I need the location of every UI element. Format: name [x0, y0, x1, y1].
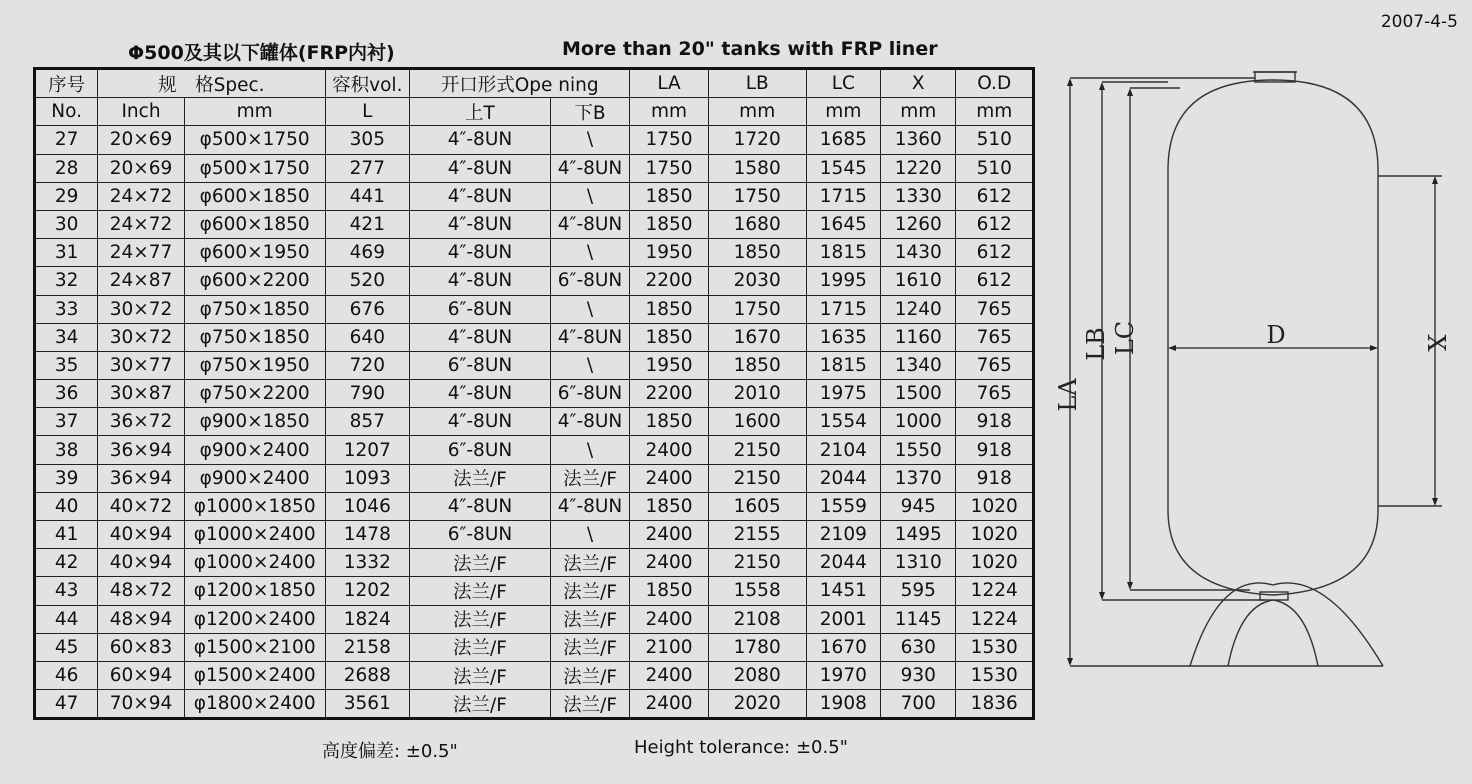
- cell-volume: 1332: [325, 549, 410, 577]
- cell-top-opening: 4″-8UN: [410, 380, 551, 408]
- cell-inch: 36×94: [98, 464, 185, 492]
- cell-x: 700: [881, 690, 956, 719]
- cell-volume: 1046: [325, 492, 410, 520]
- header-row-1: [35, 69, 1034, 98]
- cell-lb: 1720: [708, 126, 806, 154]
- cell-row-no: 44: [35, 605, 98, 633]
- cell-lb: 1850: [708, 351, 806, 379]
- cell-la: 1750: [630, 126, 708, 154]
- cell-volume: 305: [325, 126, 410, 154]
- cell-x: 1500: [881, 380, 956, 408]
- cell-volume: 857: [325, 408, 410, 436]
- cell-inch: 70×94: [98, 690, 185, 719]
- table-row: [35, 210, 1034, 238]
- cell-inch: 60×94: [98, 661, 185, 689]
- cell-inch: 60×83: [98, 633, 185, 661]
- cell-inch: 30×72: [98, 295, 185, 323]
- document-date: 2007-4-5: [1380, 12, 1458, 32]
- cell-volume: 790: [325, 380, 410, 408]
- table-row: [35, 464, 1034, 492]
- cell-volume: 1478: [325, 521, 410, 549]
- cell-lb: 1750: [708, 295, 806, 323]
- cell-lb: 2108: [708, 605, 806, 633]
- cell-volume: 1207: [325, 436, 410, 464]
- cell-row-no: 42: [35, 549, 98, 577]
- cell-lc: 1908: [806, 690, 880, 719]
- cell-bottom-opening: \: [550, 239, 630, 267]
- cell-top-opening: 6″-8UN: [410, 295, 551, 323]
- cell-bottom-opening: 6″-8UN: [550, 380, 630, 408]
- cell-bottom-opening: 4″-8UN: [550, 492, 630, 520]
- header-volume: 容积vol.: [325, 69, 410, 98]
- cell-bottom-opening: 6″-8UN: [550, 267, 630, 295]
- cell-lb: 2020: [708, 690, 806, 719]
- cell-od: 765: [956, 380, 1034, 408]
- cell-la: 2400: [630, 690, 708, 719]
- cell-mm-spec: φ1200×2400: [184, 605, 325, 633]
- cell-mm-spec: φ1800×2400: [184, 690, 325, 719]
- cell-lc: 1635: [806, 323, 880, 351]
- table-row: [35, 549, 1034, 577]
- cell-bottom-opening: 4″-8UN: [550, 408, 630, 436]
- cell-inch: 24×77: [98, 239, 185, 267]
- header-inch: Inch: [98, 98, 185, 126]
- cell-la: 2400: [630, 605, 708, 633]
- cell-lc: 1715: [806, 182, 880, 210]
- cell-mm-spec: φ1000×2400: [184, 549, 325, 577]
- cell-x: 1240: [881, 295, 956, 323]
- cell-lb: 2155: [708, 521, 806, 549]
- table-row: [35, 267, 1034, 295]
- cell-inch: 40×72: [98, 492, 185, 520]
- cell-x: 1330: [881, 182, 956, 210]
- cell-lb: 1580: [708, 154, 806, 182]
- cell-od: 765: [956, 295, 1034, 323]
- cell-mm-spec: φ500×1750: [184, 154, 325, 182]
- cell-la: 1950: [630, 239, 708, 267]
- cell-mm-spec: φ750×1950: [184, 351, 325, 379]
- cell-la: 1750: [630, 154, 708, 182]
- header-lc-unit: mm: [806, 98, 880, 126]
- cell-x: 595: [881, 577, 956, 605]
- cell-mm-spec: φ1500×2100: [184, 633, 325, 661]
- cell-lb: 1605: [708, 492, 806, 520]
- cell-inch: 36×94: [98, 436, 185, 464]
- cell-lb: 1558: [708, 577, 806, 605]
- cell-volume: 421: [325, 210, 410, 238]
- cell-la: 2200: [630, 267, 708, 295]
- cell-od: 612: [956, 182, 1034, 210]
- cell-mm-spec: φ1000×1850: [184, 492, 325, 520]
- header-lb: LB: [708, 69, 806, 98]
- cell-volume: 640: [325, 323, 410, 351]
- cell-mm-spec: φ1500×2400: [184, 661, 325, 689]
- header-od-unit: mm: [956, 98, 1034, 126]
- cell-lb: 1680: [708, 210, 806, 238]
- cell-lb: 1850: [708, 239, 806, 267]
- cell-volume: 676: [325, 295, 410, 323]
- cell-x: 1000: [881, 408, 956, 436]
- cell-od: 765: [956, 351, 1034, 379]
- header-x: X: [881, 69, 956, 98]
- cell-lb: 2030: [708, 267, 806, 295]
- cell-top-opening: 法兰/F: [410, 577, 551, 605]
- spec-table: [33, 67, 1035, 720]
- cell-la: 2100: [630, 633, 708, 661]
- cell-bottom-opening: 4″-8UN: [550, 210, 630, 238]
- cell-row-no: 27: [35, 126, 98, 154]
- cell-row-no: 30: [35, 210, 98, 238]
- header-lc: LC: [806, 69, 880, 98]
- cell-x: 1340: [881, 351, 956, 379]
- cell-mm-spec: φ900×1850: [184, 408, 325, 436]
- cell-top-opening: 法兰/F: [410, 690, 551, 719]
- cell-lc: 1554: [806, 408, 880, 436]
- cell-volume: 1824: [325, 605, 410, 633]
- cell-lc: 1715: [806, 295, 880, 323]
- cell-top-opening: 4″-8UN: [410, 492, 551, 520]
- cell-row-no: 47: [35, 690, 98, 719]
- base-stand: [1190, 583, 1383, 666]
- cell-x: 1220: [881, 154, 956, 182]
- cell-bottom-opening: 4″-8UN: [550, 154, 630, 182]
- table-row: [35, 323, 1034, 351]
- height-tolerance-en: Height tolerance: ±0.5": [634, 737, 848, 758]
- cell-od: 765: [956, 323, 1034, 351]
- cell-mm-spec: φ600×1850: [184, 182, 325, 210]
- cell-x: 930: [881, 661, 956, 689]
- cell-lc: 1559: [806, 492, 880, 520]
- cell-row-no: 34: [35, 323, 98, 351]
- cell-bottom-opening: 法兰/F: [550, 464, 630, 492]
- cell-bottom-opening: 法兰/F: [550, 661, 630, 689]
- cell-row-no: 37: [35, 408, 98, 436]
- table-row: [35, 126, 1034, 154]
- table-row: [35, 661, 1034, 689]
- cell-x: 1430: [881, 239, 956, 267]
- header-opening: 开口形式Ope ning: [410, 69, 630, 98]
- cell-top-opening: 6″-8UN: [410, 521, 551, 549]
- header-od: O.D: [956, 69, 1034, 98]
- cell-top-opening: 4″-8UN: [410, 239, 551, 267]
- header-la: LA: [630, 69, 708, 98]
- label-la: LA: [1054, 378, 1082, 412]
- cell-od: 1224: [956, 577, 1034, 605]
- table-row: [35, 182, 1034, 210]
- table-row: [35, 295, 1034, 323]
- cell-inch: 30×77: [98, 351, 185, 379]
- cell-mm-spec: φ1200×1850: [184, 577, 325, 605]
- cell-lb: 2150: [708, 464, 806, 492]
- cell-mm-spec: φ600×2200: [184, 267, 325, 295]
- cell-bottom-opening: 法兰/F: [550, 605, 630, 633]
- cell-x: 1360: [881, 126, 956, 154]
- cell-mm-spec: φ600×1950: [184, 239, 325, 267]
- table-row: [35, 408, 1034, 436]
- cell-row-no: 40: [35, 492, 98, 520]
- cell-row-no: 29: [35, 182, 98, 210]
- cell-top-opening: 法兰/F: [410, 464, 551, 492]
- cell-bottom-opening: 法兰/F: [550, 577, 630, 605]
- table-row: [35, 690, 1034, 719]
- cell-mm-spec: φ750×2200: [184, 380, 325, 408]
- cell-inch: 48×72: [98, 577, 185, 605]
- cell-bottom-opening: 法兰/F: [550, 690, 630, 719]
- table-row: [35, 605, 1034, 633]
- cell-inch: 20×69: [98, 154, 185, 182]
- cell-volume: 520: [325, 267, 410, 295]
- cell-lb: 1600: [708, 408, 806, 436]
- cell-x: 1160: [881, 323, 956, 351]
- cell-top-opening: 4″-8UN: [410, 154, 551, 182]
- cell-lb: 2010: [708, 380, 806, 408]
- cell-od: 612: [956, 210, 1034, 238]
- cell-lb: 1750: [708, 182, 806, 210]
- cell-top-opening: 4″-8UN: [410, 126, 551, 154]
- cell-top-opening: 4″-8UN: [410, 210, 551, 238]
- cell-la: 1850: [630, 323, 708, 351]
- cell-od: 612: [956, 267, 1034, 295]
- header-lb-unit: mm: [708, 98, 806, 126]
- cell-od: 918: [956, 464, 1034, 492]
- table-row: [35, 577, 1034, 605]
- cell-volume: 277: [325, 154, 410, 182]
- cell-row-no: 41: [35, 521, 98, 549]
- cell-lb: 2150: [708, 549, 806, 577]
- cell-lc: 1670: [806, 633, 880, 661]
- header-la-unit: mm: [630, 98, 708, 126]
- cell-row-no: 35: [35, 351, 98, 379]
- cell-x: 1145: [881, 605, 956, 633]
- cell-inch: 40×94: [98, 549, 185, 577]
- cell-top-opening: 4″-8UN: [410, 182, 551, 210]
- table-row: [35, 633, 1034, 661]
- title-english: More than 20" tanks with FRP liner: [562, 38, 938, 60]
- cell-inch: 30×72: [98, 323, 185, 351]
- cell-od: 510: [956, 126, 1034, 154]
- tank-diagram: [1050, 60, 1450, 680]
- cell-mm-spec: φ750×1850: [184, 323, 325, 351]
- cell-inch: 24×72: [98, 210, 185, 238]
- cell-x: 1610: [881, 267, 956, 295]
- cell-lc: 1645: [806, 210, 880, 238]
- cell-lc: 1815: [806, 351, 880, 379]
- cell-top-opening: 法兰/F: [410, 633, 551, 661]
- cell-top-opening: 法兰/F: [410, 549, 551, 577]
- cell-la: 1950: [630, 351, 708, 379]
- cell-x: 630: [881, 633, 956, 661]
- cell-volume: 1093: [325, 464, 410, 492]
- cell-x: 945: [881, 492, 956, 520]
- cell-volume: 1202: [325, 577, 410, 605]
- cell-od: 510: [956, 154, 1034, 182]
- header-spec: 规 格Spec.: [98, 69, 325, 98]
- cell-lc: 1815: [806, 239, 880, 267]
- cell-la: 2400: [630, 464, 708, 492]
- cell-od: 1224: [956, 605, 1034, 633]
- cell-inch: 36×72: [98, 408, 185, 436]
- cell-top-opening: 6″-8UN: [410, 351, 551, 379]
- cell-od: 1836: [956, 690, 1034, 719]
- cell-lc: 2109: [806, 521, 880, 549]
- cell-la: 1850: [630, 492, 708, 520]
- cell-lb: 2150: [708, 436, 806, 464]
- spec-table-body: [35, 126, 1034, 719]
- cell-mm-spec: φ900×2400: [184, 464, 325, 492]
- cell-top-opening: 6″-8UN: [410, 436, 551, 464]
- header-bottom-opening: 下B: [550, 98, 630, 126]
- cell-od: 1020: [956, 521, 1034, 549]
- table-row: [35, 239, 1034, 267]
- cell-volume: 2158: [325, 633, 410, 661]
- cell-la: 1850: [630, 182, 708, 210]
- table-row: [35, 351, 1034, 379]
- cell-mm-spec: φ1000×2400: [184, 521, 325, 549]
- cell-lb: 2080: [708, 661, 806, 689]
- cell-od: 1020: [956, 492, 1034, 520]
- header-no: No.: [35, 98, 98, 126]
- cell-row-no: 32: [35, 267, 98, 295]
- cell-bottom-opening: \: [550, 182, 630, 210]
- cell-inch: 40×94: [98, 521, 185, 549]
- cell-inch: 24×87: [98, 267, 185, 295]
- cell-od: 1020: [956, 549, 1034, 577]
- cell-lc: 2104: [806, 436, 880, 464]
- label-lc: LC: [1111, 320, 1139, 356]
- cell-top-opening: 4″-8UN: [410, 323, 551, 351]
- cell-volume: 3561: [325, 690, 410, 719]
- cell-lc: 1970: [806, 661, 880, 689]
- cell-top-opening: 法兰/F: [410, 661, 551, 689]
- cell-la: 2400: [630, 661, 708, 689]
- cell-la: 2400: [630, 549, 708, 577]
- cell-top-opening: 4″-8UN: [410, 408, 551, 436]
- cell-bottom-opening: 法兰/F: [550, 633, 630, 661]
- cell-lc: 1685: [806, 126, 880, 154]
- header-liter: L: [325, 98, 410, 126]
- cell-lc: 1451: [806, 577, 880, 605]
- label-lb: LB: [1082, 327, 1110, 361]
- cell-mm-spec: φ750×1850: [184, 295, 325, 323]
- cell-x: 1370: [881, 464, 956, 492]
- cell-mm-spec: φ500×1750: [184, 126, 325, 154]
- cell-lb: 1780: [708, 633, 806, 661]
- cell-la: 2400: [630, 521, 708, 549]
- cell-bottom-opening: 4″-8UN: [550, 323, 630, 351]
- table-row: [35, 521, 1034, 549]
- cell-volume: 720: [325, 351, 410, 379]
- cell-od: 1530: [956, 633, 1034, 661]
- cell-volume: 441: [325, 182, 410, 210]
- cell-od: 918: [956, 436, 1034, 464]
- cell-row-no: 28: [35, 154, 98, 182]
- cell-row-no: 31: [35, 239, 98, 267]
- cell-lc: 2044: [806, 549, 880, 577]
- cell-mm-spec: φ900×2400: [184, 436, 325, 464]
- cell-top-opening: 法兰/F: [410, 605, 551, 633]
- cell-inch: 48×94: [98, 605, 185, 633]
- label-x: X: [1422, 334, 1450, 352]
- label-d: D: [1266, 321, 1286, 349]
- header-no-cn: 序号: [35, 69, 98, 98]
- cell-row-no: 43: [35, 577, 98, 605]
- cell-x: 1310: [881, 549, 956, 577]
- cell-bottom-opening: \: [550, 521, 630, 549]
- cell-top-opening: 4″-8UN: [410, 267, 551, 295]
- cell-row-no: 46: [35, 661, 98, 689]
- header-mm: mm: [184, 98, 325, 126]
- cell-x: 1495: [881, 521, 956, 549]
- cell-la: 1850: [630, 210, 708, 238]
- cell-od: 1530: [956, 661, 1034, 689]
- cell-lc: 2001: [806, 605, 880, 633]
- cell-inch: 30×87: [98, 380, 185, 408]
- cell-la: 2400: [630, 436, 708, 464]
- header-row-2: [35, 98, 1034, 126]
- cell-row-no: 38: [35, 436, 98, 464]
- cell-row-no: 36: [35, 380, 98, 408]
- cell-la: 2200: [630, 380, 708, 408]
- cell-bottom-opening: \: [550, 351, 630, 379]
- table-row: [35, 154, 1034, 182]
- cell-x: 1260: [881, 210, 956, 238]
- cell-bottom-opening: \: [550, 436, 630, 464]
- cell-inch: 20×69: [98, 126, 185, 154]
- table-row: [35, 436, 1034, 464]
- title-chinese: Φ500及其以下罐体(FRP内衬): [128, 42, 395, 64]
- cell-x: 1550: [881, 436, 956, 464]
- cell-volume: 469: [325, 239, 410, 267]
- cell-inch: 24×72: [98, 182, 185, 210]
- table-row: [35, 492, 1034, 520]
- cell-lc: 2044: [806, 464, 880, 492]
- cell-lc: 1545: [806, 154, 880, 182]
- cell-lb: 1670: [708, 323, 806, 351]
- cell-la: 1850: [630, 577, 708, 605]
- height-tolerance-cn: 高度偏差: ±0.5": [322, 741, 458, 762]
- cell-la: 1850: [630, 295, 708, 323]
- table-row: [35, 380, 1034, 408]
- cell-bottom-opening: \: [550, 126, 630, 154]
- cell-od: 918: [956, 408, 1034, 436]
- cell-bottom-opening: 法兰/F: [550, 549, 630, 577]
- cell-lc: 1995: [806, 267, 880, 295]
- cell-mm-spec: φ600×1850: [184, 210, 325, 238]
- cell-lc: 1975: [806, 380, 880, 408]
- cell-la: 1850: [630, 408, 708, 436]
- header-x-unit: mm: [881, 98, 956, 126]
- cell-row-no: 33: [35, 295, 98, 323]
- cell-row-no: 45: [35, 633, 98, 661]
- header-top-opening: 上T: [410, 98, 551, 126]
- cell-volume: 2688: [325, 661, 410, 689]
- cell-row-no: 39: [35, 464, 98, 492]
- cell-bottom-opening: \: [550, 295, 630, 323]
- cell-od: 612: [956, 239, 1034, 267]
